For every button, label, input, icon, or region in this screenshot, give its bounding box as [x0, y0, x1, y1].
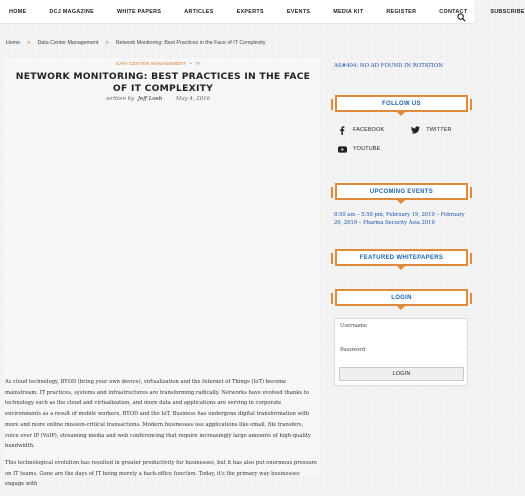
ad-placeholder-text: AS#404: NO AD FOUND IN ROTATION — [334, 63, 443, 69]
youtube-link[interactable] — [337, 144, 380, 154]
breadcrumb-current: Network Monitoring: Best Practices in the Face of IT Complexity — [115, 40, 266, 46]
featured-whitepapers-widget-title — [335, 249, 468, 266]
nav-register[interactable]: REGISTER — [386, 8, 417, 15]
category-separator-dot: • — [189, 61, 192, 66]
event-time: 8:50 am – 5:50 pm, February 19, 2019 – February 20, 2019 — [334, 212, 465, 226]
username-field[interactable] — [340, 331, 464, 339]
breadcrumb-home[interactable]: Home — [6, 40, 21, 46]
twitter-link[interactable] — [410, 125, 451, 135]
nav-experts[interactable]: EXPERTS — [236, 8, 264, 15]
login-title-text: LOGIN — [391, 294, 412, 301]
upcoming-events-widget-title — [335, 183, 468, 200]
facebook-link[interactable] — [337, 125, 384, 135]
password-field[interactable] — [340, 355, 464, 363]
breadcrumb-separator: » — [27, 40, 31, 46]
article-paragraph: As cloud technology, BYOD (bring your own device), virtualization and the Internet of Things (IoT) become mainstream, IT practices, systems and infrastructures are transforming radically. Networks have evolved thanks to technology such as the cloud and virtualization, and more data and applications are serving in corporate environments as a result of mobile workers, BYOD and the IoT. Business has undergone digital transformation with more and more online mission-critical transactions. Modern businesses use applications like email, file transfers, voice over IP (VoIP), streaming media and web conferencing that require increasingly large amounts of high-quality bandwidth. — [5, 379, 311, 450]
social-links-row — [337, 144, 406, 154]
login-button[interactable]: LOGIN — [339, 367, 464, 381]
nav-contact[interactable]: CONTACT — [439, 8, 468, 15]
breadcrumb-category[interactable]: Data Center Management — [37, 40, 99, 46]
social-links-row — [337, 125, 478, 135]
breadcrumb — [6, 38, 266, 48]
nav-dcj-magazine[interactable]: DCJ MAGAZINE — [49, 8, 95, 15]
widget-pointer — [396, 111, 406, 116]
facebook-label: FACEBOOK — [353, 127, 385, 133]
event-separator: – — [357, 220, 362, 226]
widget-pointer — [396, 265, 406, 270]
nav-events[interactable]: EVENTS — [286, 8, 311, 15]
category-link-data-center[interactable]: DATA CENTER MANAGEMENT — [115, 61, 186, 66]
author-link[interactable]: Jeff Loeb — [137, 96, 163, 102]
featured-whitepapers-title-text: FEATURED WHITEPAPERS — [359, 254, 444, 261]
facebook-icon — [337, 125, 347, 135]
article-title: NETWORK MONITORING: BEST PRACTICES IN THE FACE OF IT COMPLEXITY — [15, 71, 311, 94]
search-icon[interactable] — [457, 7, 466, 16]
nav-home[interactable]: HOME — [9, 8, 27, 15]
widget-pointer — [396, 305, 406, 310]
article-byline — [0, 96, 316, 102]
top-navigation — [0, 0, 525, 24]
twitter-label: TWITTER — [426, 127, 452, 133]
nav-articles[interactable]: ARTICLES — [184, 8, 214, 15]
nav-subscribe[interactable]: SUBSCRIBE — [490, 8, 525, 15]
event-name-link[interactable]: Pharma Security Asia 2019 — [363, 220, 435, 226]
youtube-label: YOUTUBE — [353, 146, 381, 152]
follow-us-widget-title — [335, 95, 468, 112]
breadcrumb-separator: » — [105, 40, 109, 46]
youtube-icon — [337, 144, 347, 154]
nav-media-kit[interactable]: MEDIA KIT — [333, 8, 364, 15]
nav-white-papers[interactable]: WHITE PAPERS — [117, 8, 162, 15]
article-categories — [0, 61, 316, 66]
article-body — [5, 377, 317, 496]
upcoming-events-title-text: UPCOMING EVENTS — [369, 188, 434, 195]
follow-us-title-text: FOLLOW US — [382, 100, 421, 107]
widget-pointer — [396, 199, 406, 204]
byline-prefix: written by — [106, 96, 135, 102]
password-label: Password — [340, 347, 366, 353]
login-widget-title — [335, 289, 468, 306]
article-paragraph: This technological evolution has resulted in greater productivity for businesses, but it has also put enormous pressure on IT teams. Gone are the days of IT being merely a back-office function. Today, it's the primary way businesses engage with — [5, 459, 317, 488]
article-date: May 4, 2016 — [175, 96, 210, 102]
username-label: Username — [340, 323, 368, 329]
event-entry — [334, 211, 470, 227]
twitter-icon — [410, 125, 420, 135]
login-form — [334, 318, 468, 386]
category-link-it[interactable]: IT — [195, 61, 201, 66]
